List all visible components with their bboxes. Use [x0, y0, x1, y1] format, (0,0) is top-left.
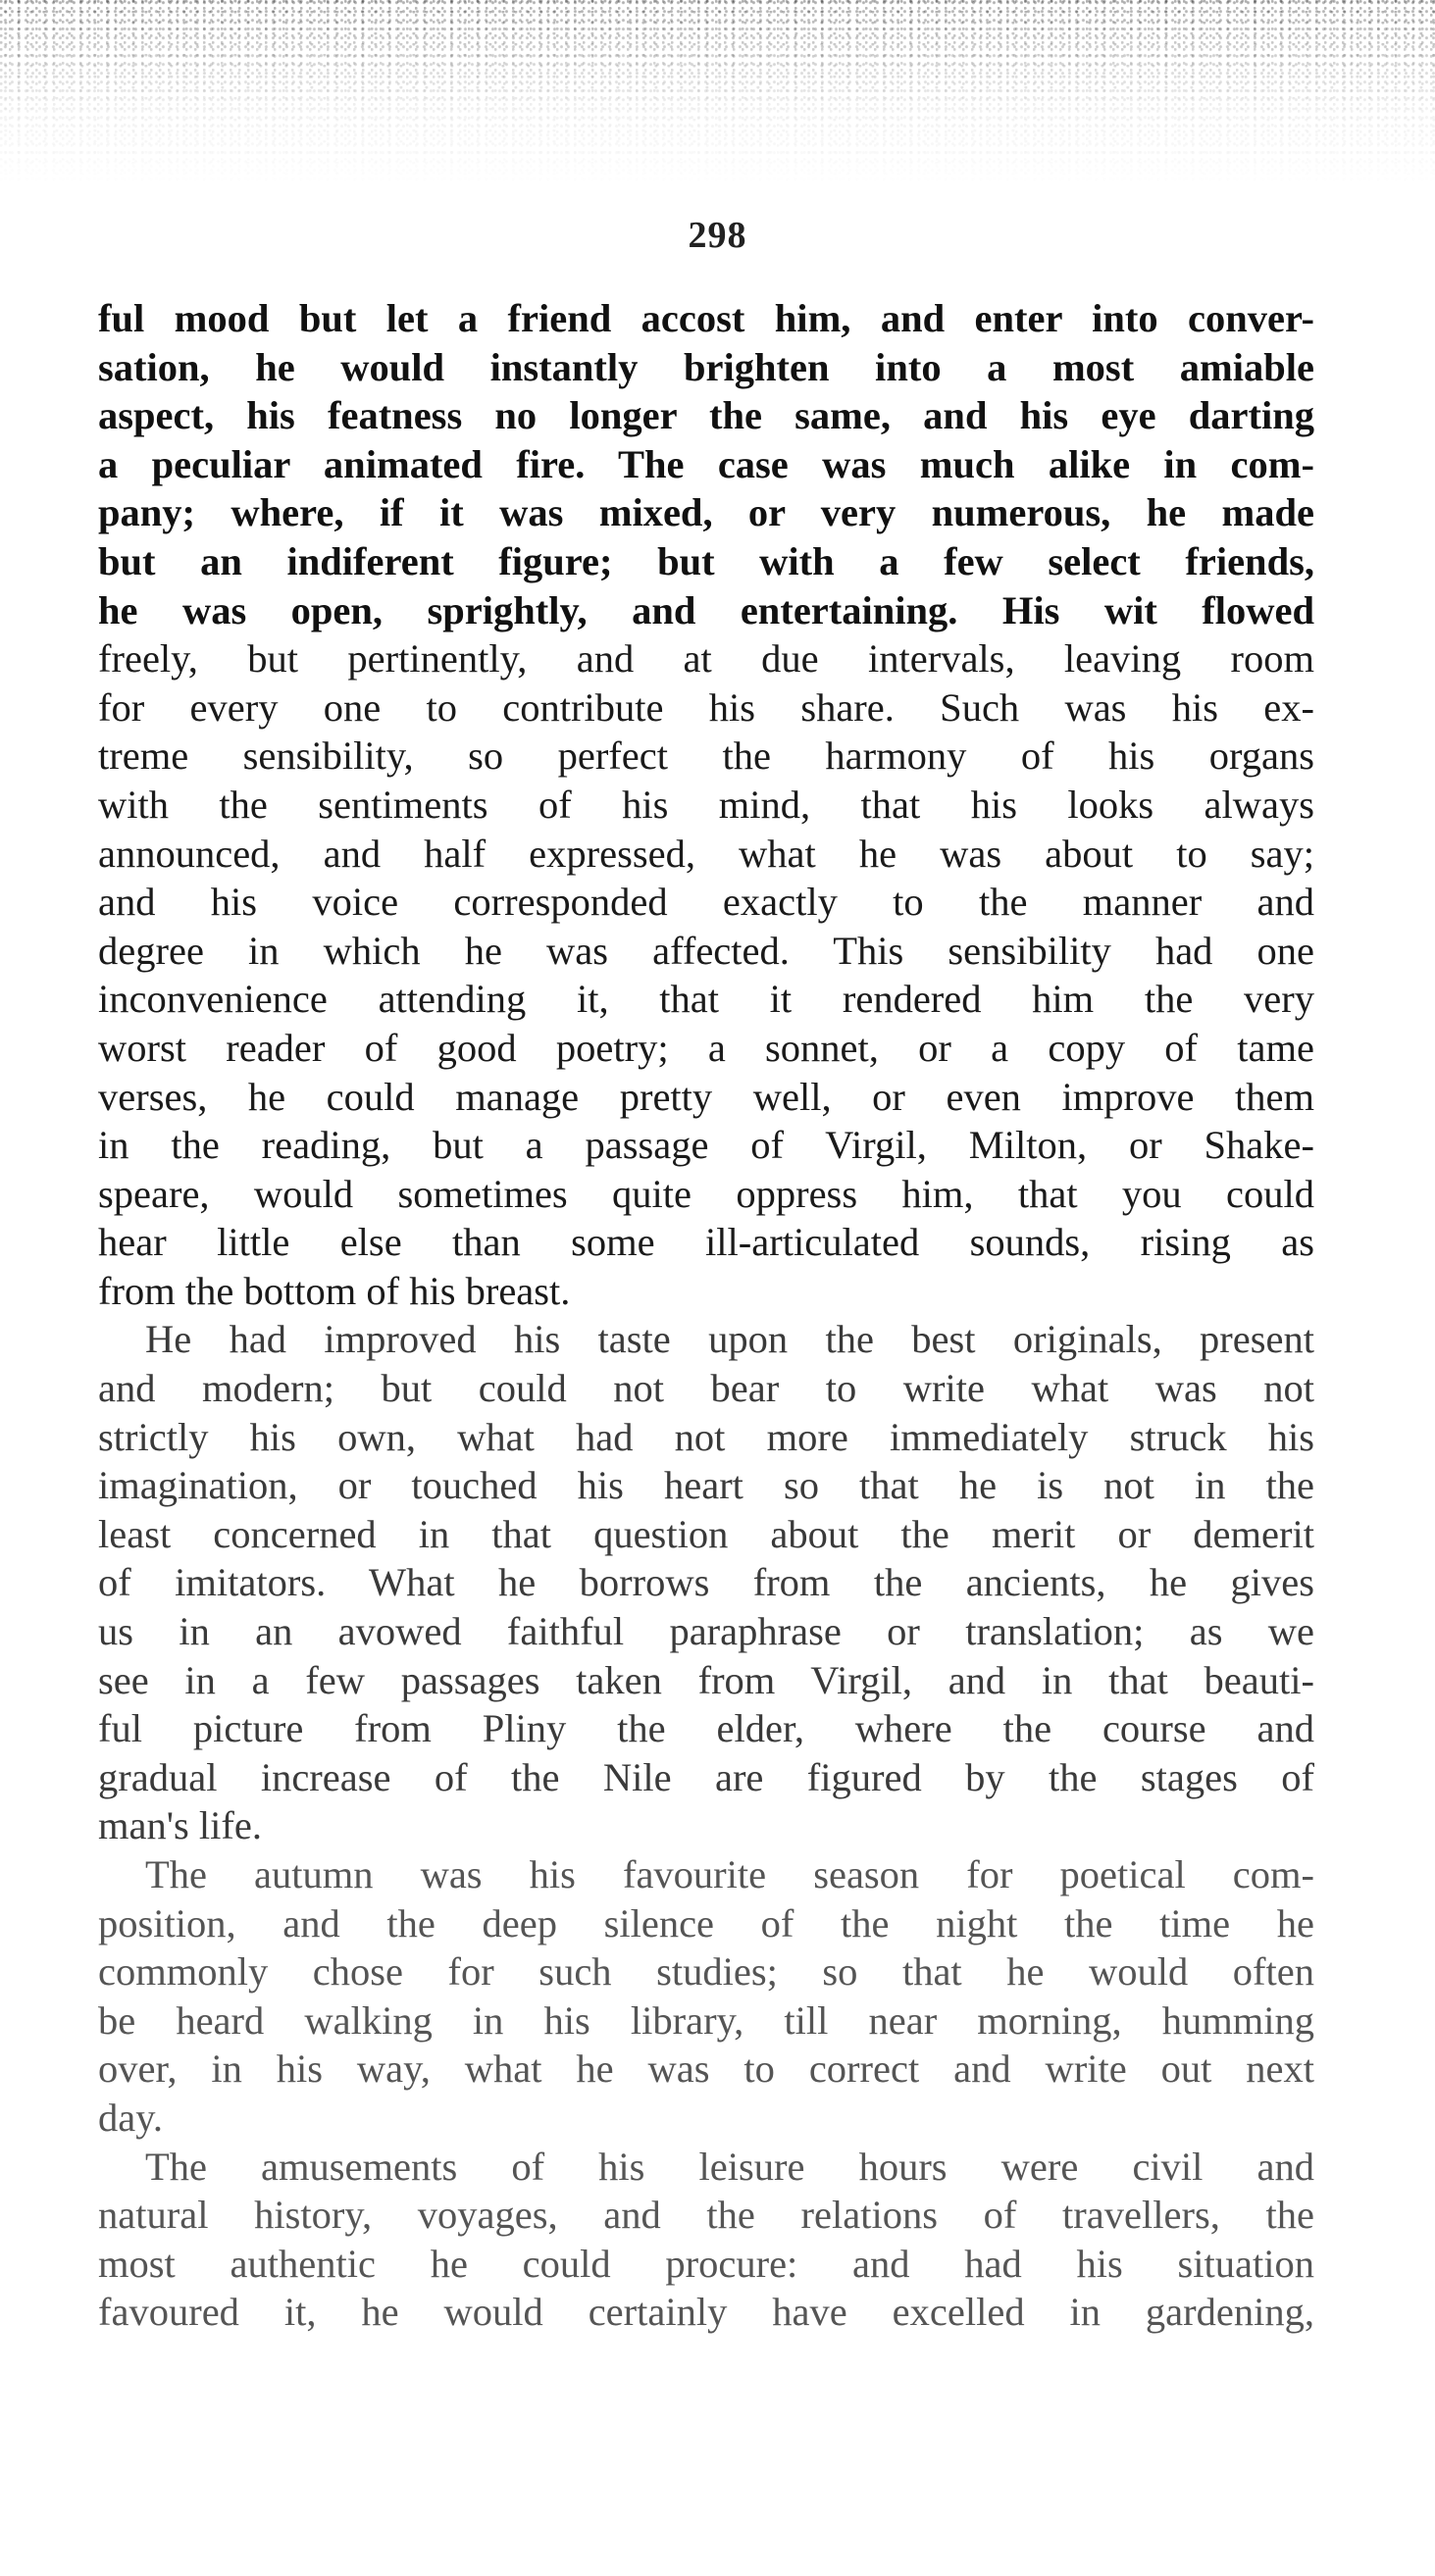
- text-line: he was open, sprightly, and entertaining. His wit flowed: [98, 587, 1314, 632]
- text-line: freely, but pertinently, and at due intervals, leaving room: [98, 636, 1314, 682]
- body-text: [98, 294, 1314, 2337]
- text-line: day.: [98, 2095, 163, 2140]
- text-line: hear little else than some ill-articulated sounds, rising as: [98, 1220, 1314, 1265]
- text-line: worst reader of good poetry; a sonnet, or a copy of tame: [98, 1025, 1314, 1070]
- text-line: favoured it, he would certainly have excelled in gardening,: [98, 2290, 1314, 2335]
- text-line: He had improved his taste upon the best originals, present: [145, 1317, 1314, 1362]
- text-line: strictly his own, what had not more immediately struck his: [98, 1414, 1314, 1459]
- text-line: inconvenience attending it, that it rendered him the very: [98, 977, 1314, 1022]
- text-line: ful mood but let a friend accost him, and enter into conver-: [98, 296, 1314, 340]
- text-line: over, in his way, what he was to correct and write out next: [98, 2046, 1314, 2092]
- text-line: see in a few passages taken from Virgil, and in that beauti-: [98, 1657, 1314, 1702]
- text-line: in the reading, but a passage of Virgil, Milton, or Shake-: [98, 1123, 1314, 1168]
- text-line: but an indiferent figure; but with a few select friends,: [98, 538, 1314, 583]
- text-line: a peculiar animated fire. The case was much alike in com-: [98, 441, 1314, 486]
- text-line: be heard walking in his library, till near morning, humming: [98, 1997, 1314, 2043]
- text-line: speare, would sometimes quite oppress him, that you could: [98, 1171, 1314, 1216]
- text-line: The amusements of his leisure hours were civil and: [145, 2144, 1314, 2189]
- text-line: and modern; but could not bear to write what was not: [98, 1366, 1314, 1411]
- text-line: treme sensibility, so perfect the harmony of his organs: [98, 733, 1314, 779]
- text-line: gradual increase of the Nile are figured by the stages of: [98, 1754, 1314, 1799]
- text-line: ful picture from Pliny the elder, where the course and: [98, 1706, 1314, 1751]
- text-line: least concerned in that question about the merit or demerit: [98, 1511, 1314, 1556]
- text-line: degree in which he was affected. This sensibility had one: [98, 928, 1314, 973]
- text-line: aspect, his featness no longer the same, and his eye darting: [98, 393, 1314, 438]
- text-line: sation, he would instantly brighten into a most amiable: [98, 344, 1314, 389]
- text-line: man's life.: [98, 1803, 263, 1848]
- text-line: imagination, or touched his heart so that he is not in the: [98, 1463, 1314, 1508]
- text-line: us in an avowed faithful paraphrase or translation; as we: [98, 1609, 1314, 1654]
- text-line: for every one to contribute his share. Such was his ex-: [98, 684, 1314, 730]
- text-line: of imitators. What he borrows from the ancients, he gives: [98, 1560, 1314, 1605]
- text-line: with the sentiments of his mind, that his looks always: [98, 782, 1314, 827]
- text-line: The autumn was his favourite season for poetical com-: [145, 1852, 1314, 1896]
- text-line: pany; where, if it was mixed, or very numerous, he made: [98, 490, 1314, 535]
- text-line: verses, he could manage pretty well, or even improve them: [98, 1074, 1314, 1119]
- page-number: 298: [688, 215, 747, 256]
- text-line: commonly chose for such studies; so that he would often: [98, 1949, 1314, 1995]
- text-line: position, and the deep silence of the night the time he: [98, 1900, 1314, 1945]
- text-line: most authentic he could procure: and had his situation: [98, 2241, 1314, 2286]
- scan-noise-band: [0, 0, 1435, 186]
- text-line: from the bottom of his breast.: [98, 1268, 571, 1313]
- text-line: natural history, voyages, and the relations of travellers, the: [98, 2193, 1314, 2238]
- text-line: announced, and half expressed, what he was about to say;: [98, 831, 1314, 876]
- text-line: and his voice corresponded exactly to the manner and: [98, 880, 1314, 925]
